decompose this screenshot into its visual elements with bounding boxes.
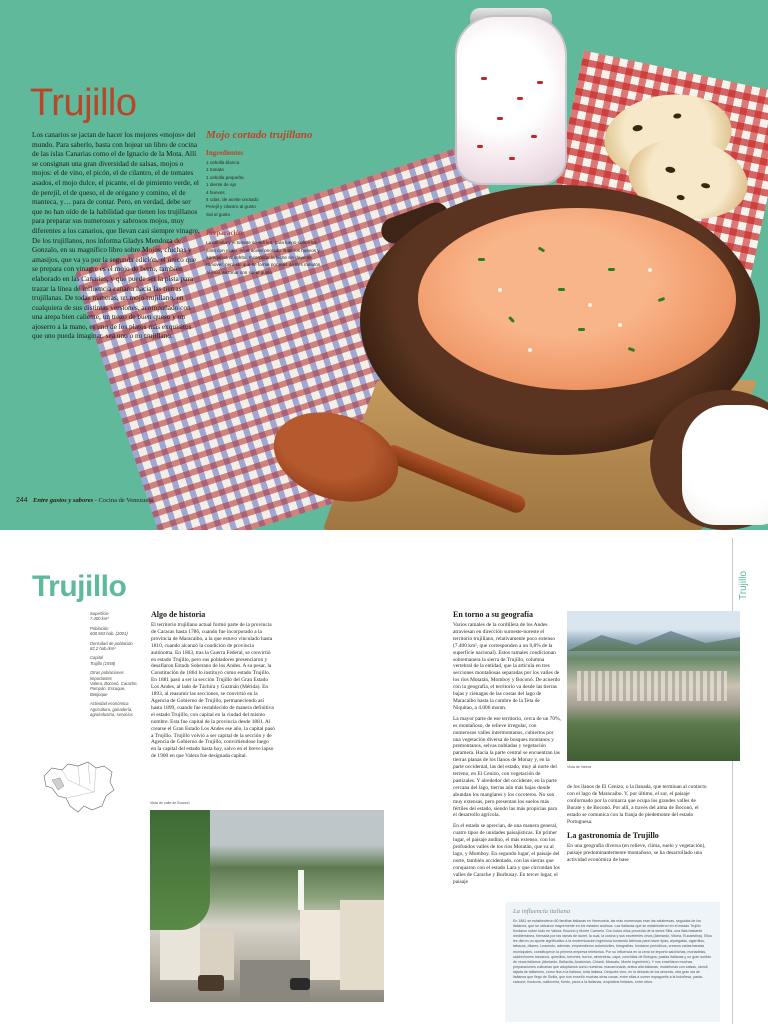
box-title: La influencia italiana	[513, 908, 571, 915]
book-title: Entre gustos y sabores	[33, 497, 94, 504]
fact-item	[90, 670, 142, 697]
fact-label: Población	[90, 625, 109, 631]
fact-label: Capital	[90, 655, 104, 661]
recipe-title: Mojo cortado trujillano	[206, 129, 313, 141]
geography-heading: En torno a su geografía	[453, 610, 533, 619]
fact-sidebar	[90, 611, 142, 722]
fact-label: Actividad económica	[90, 701, 129, 707]
ingredient-item: 4 huevos	[206, 189, 225, 195]
fact-value: 608.563 hab. (2001)	[90, 631, 128, 637]
geography-text: Varios ramales de la cordillera de los Andes atraviesan en dirección suroeste-noreste el territorio trujillano, relativamente poco extenso (7.400 km², que corresponden a un 0,8% de la superficie nacional). Estos ramales condicionan sobremanera la sierra de Trujillo, columna vertebral de la entidad, que la articula en tres secciones montañosas separadas por los valles de los ríos Motatán, Momboy y Boconó. De acuerdo con la geografía, el territorio va desde las tierras bajas y ciénagas de las costas del lago de Maracaibo hasta la cumbre de la Teta de Niquitao, a 4.006 msnm.	[453, 622, 561, 711]
ingredient-item: Perejil y cilantro al gusto	[206, 204, 256, 210]
intro-paragraph: Los canarios se jactan de hacer los mejores «mojos» del mundo. Para saberlo, basta con hojear un libro de cocina de las islas Canarias como el de Ignacio de la Mota. Allí se consignan una gran diversidad de salsas, mojos o mojos: el de vino, el picón, el de cilantro, el de tomates asados, el mojo dulce, el picante, el de pimiento verde, el de perejil, el de queso, el de orégano y comino, el de manteca, y… para de contar. Pero, en verdad, debe ser que no han oído de la habilidad que tienen los trujillanos para preparar sus numerosos y sabrosos mojos, muy diferentes a los canarios, que llevan casi siempre vinagre. De los trujillanos, nos informa Gladys Mendoza de Gonzalo, en su magnífico libro sobre Mojos, chichas y amasijos, que va ya por la segunda edición, el único que se prepara con vinagre es el mojo de berro, también elaborado en las Canarias, y que puede ser la pista para trazar la línea de influencia canaria hacia las tierras trujillanas. De todas maneras, un mojo trujillano, en cualquiera de sus distintas versiones, acompañado con una arepa bien caliente, un trozo de buen queso y un ajoserro a la mano, es uno de los platos más exquisitos que uno pueda imaginar, sea uno o no trujillano.	[32, 130, 200, 341]
fact-value: Trujillo (1558)	[90, 660, 116, 666]
region-title: Trujillo	[32, 570, 127, 603]
preparation-text: La cebolla y el tomate se sofríen, para luego sofreírlos, junto con el ajo, en el aceite onotado. Batir los huevos y agregarlos al sofrito. Incorporar la leche sin dejar de remover, pero sin que se forme por más de tres minutos. Al final, sazonar con sal al gusto.	[206, 240, 322, 275]
book-subtitle: - Cocina de Venezuela	[93, 497, 153, 504]
geography-text: de los llanos de El Cenizo, o la llanada, que terminan al contacto con el lago de Maracaibo. Y, por último, el sur, el paisaje conformado por la comarca que ocupa los grandes valles de Burate y de Boconó. Por allí, a través del alma de Boconó, el estado se comunica con la franja de piedemonte del estado Portuguesa.	[567, 784, 707, 825]
ingredients-list	[206, 159, 322, 218]
ingredients-heading: Ingredientes	[206, 149, 244, 157]
fact-item	[90, 655, 142, 666]
photo-caption: Vista de calle de Boconó	[150, 801, 190, 805]
fact-value: Valera, Boconó, Carache, Pampán, Escuque, Betijoque	[90, 681, 138, 697]
fact-value: 82,2 hab./km²	[90, 646, 116, 652]
photo-caption: Vista de Valera	[567, 765, 592, 769]
history-text: El territorio trujillano actual formó parte de la provincia de Caracas hasta 1786, cuando fue incorporado a la provincia de Maracaibo, a la que estuvo vinculado hasta 1810, cuando alcanzó la condición de provincia autónoma. En 1863, tras la Guerra Federal, se convirtió en estado Trujillo, pero sus pobladores presenciaron y desafiaron Estado Soberano de los Andes. A su pesar, la Constitución de 1864 lo instituyó como estado Trujillo. En 1881 pasó a ser la sección Trujillo del Gran Estado Los Andes, al lado de Táchira y Guzmán (Mérida). En 1893, al reasumir las secciones, se convirtió en la Agencia de Gobierno de Trujillo, permaneciendo así hasta 1899, cuando fue restablecido de manera definitiva el estado Trujillo, con capital en la ciudad del mismo nombre. Esta fue capital de la provincia desde 1881. Al crearse el Gran Estado Los Andes ese año, la capital pasó a Trujillo. Trujillo volvió a ser capital de la sección y de Agencia de Gobierno de Trujillo, convirtiéndose luego en la capital del estado hasta hoy, salvo en el breve lapso de 1900 en que Valera fue designada capital.	[151, 622, 275, 760]
geography-continued-column	[567, 784, 707, 870]
gastronomy-text: En una geografía diversa (en relieve, clima, suelo y vegetación), paisaje predominantemente montañoso, se ha desarrollado una actividad económica de base	[567, 843, 706, 864]
fact-item	[90, 701, 142, 717]
street-photo	[150, 810, 384, 1002]
page-number: 244	[16, 497, 28, 504]
history-heading: Algo de historia	[151, 610, 206, 619]
ingredient-item: 1 tomate	[206, 167, 224, 173]
white-cheese	[682, 405, 768, 525]
fact-item	[90, 641, 142, 652]
fact-value: 7.400 km²	[90, 616, 109, 622]
ingredient-item: 1 cebolla pequeña	[206, 174, 244, 180]
geography-column	[453, 610, 561, 890]
fact-item	[90, 611, 142, 622]
fact-label: Otras poblaciones importantes	[90, 670, 124, 681]
geography-text: En el estado se aprecian, de una manera general, cuatro tipos de unidades paisajísticas. En primer lugar, el paisaje andino, el más extenso, con los profundos valles de los ríos Motatán, que va al lago, y Momboy. En segundo lugar, el paisaje del norte, también accidentado, con las sierras que conquaron con el estado Lara y que circundan los valles de Carache y Burbusay. En tercer lugar, el paisaje	[453, 823, 560, 885]
geography-text: La mayor parte de ese territorio, cerca de un 70%, es montañoso, de relieve irregular, con numerosos valles intermontanos, cubiertos por una vegetación diversa de bosques montanos y premontanos, selvas nubladas y vegetación paramera. Hacia la parte central se encuentran las tierras planas de los llanos de Monay y, en la parte occidental, las del estado, muy al norte del terreno, en El Cenizo, con vegetación de pastizales. Y alrededor del occidente, en la parte cercana del lago, tierras aún más bajas donde abundan los manglares y los cocoteros. No son muy extensas, pero presentan los suelos más fértiles del estado, siendo las más propicias para el desarrollo agrícola.	[453, 715, 561, 819]
valley-photo	[567, 611, 740, 761]
recipe-box	[206, 130, 322, 276]
region-info-page	[0, 538, 768, 1024]
page-title: Trujillo	[30, 82, 137, 124]
ingredient-item: 4 cdas. de aceite onotado	[206, 197, 259, 203]
preparation-heading: Preparación	[206, 229, 243, 238]
venezuela-map-icon	[38, 756, 120, 816]
fact-item	[90, 626, 142, 637]
running-footer	[33, 497, 153, 504]
ingredient-item: 1 cebolla blanca	[206, 160, 240, 165]
fact-label: Superficie	[90, 611, 109, 616]
glass-jar	[455, 15, 567, 185]
ingredient-item: 1 diente de ajo	[206, 182, 237, 188]
mojo-stew	[418, 208, 736, 390]
fact-value: Agricultura, ganadería, agroindustria, servicios	[90, 706, 133, 718]
history-column	[151, 610, 275, 760]
box-text: En 1881 se establecieron 80 familias italianas en Venezuela, las más numerosas eran las calabresas, seguidas de los italianos, que se ubicaron mayormente en los estados andinos. Las italianas que se establecieron en el estado Trujillo fundaron sobre todo en Valera, Boconó y Monte Carmelo. Con todos ellos procedía de la sierra Silla, una lista bastante mediterránea, formada por las ramas de laurel, la cual, la cocina y sus excelentes vinos (Abelardo, Vitoria, Eucaristina). Ellos les dieron un aporte significativo a la modernización ingeniosa fundando fábricas para hacer lipas, alpargatas, cigarrillos, tabacos, hilares, Lnanesto, además, emprendieron automóviles, fotografías, fundaron periódicos, crearon varias bandas municipales, constituyeron la primera empresa telefónica. Por su influencia en la cena se importó salchichas, mortadelas, salchichones toscanos, quesillos, torrones, turrón, almendras, capa, conchitas de Bologna, pastas italianas y un gran surtido de vinos italianos (Abelardo, Bellavita, Anatonica, Chianti, Moscato, Monte Ingenforte). Y nos enseñaron muchas preparaciones culinarias que adoptamos como nuestras: macarronada, antica alla italianas, muslelonas con salsas, ravioli, tajada de talliarines, como fina a la italiana, torta italiana. Después vino, en la década de los sesenta, otra gran ola de italianos que llegó de Sicilia, que nos enseñó muchas otras cosas, entre ellas a comer espaguetis a la boloñesa, pasta, calzone, focaccia, rosticceria, fiordo, pizza a la italianas, exquisitos helados, entre otros.	[513, 919, 712, 985]
gastronomy-heading: La gastronomía de Trujillo	[567, 831, 659, 841]
ingredient-item: Sal al gusto	[206, 211, 231, 217]
fact-label: Densidad de población	[90, 640, 133, 646]
side-tab-label: Trujillo	[738, 570, 749, 600]
italian-influence-box	[505, 902, 720, 1022]
